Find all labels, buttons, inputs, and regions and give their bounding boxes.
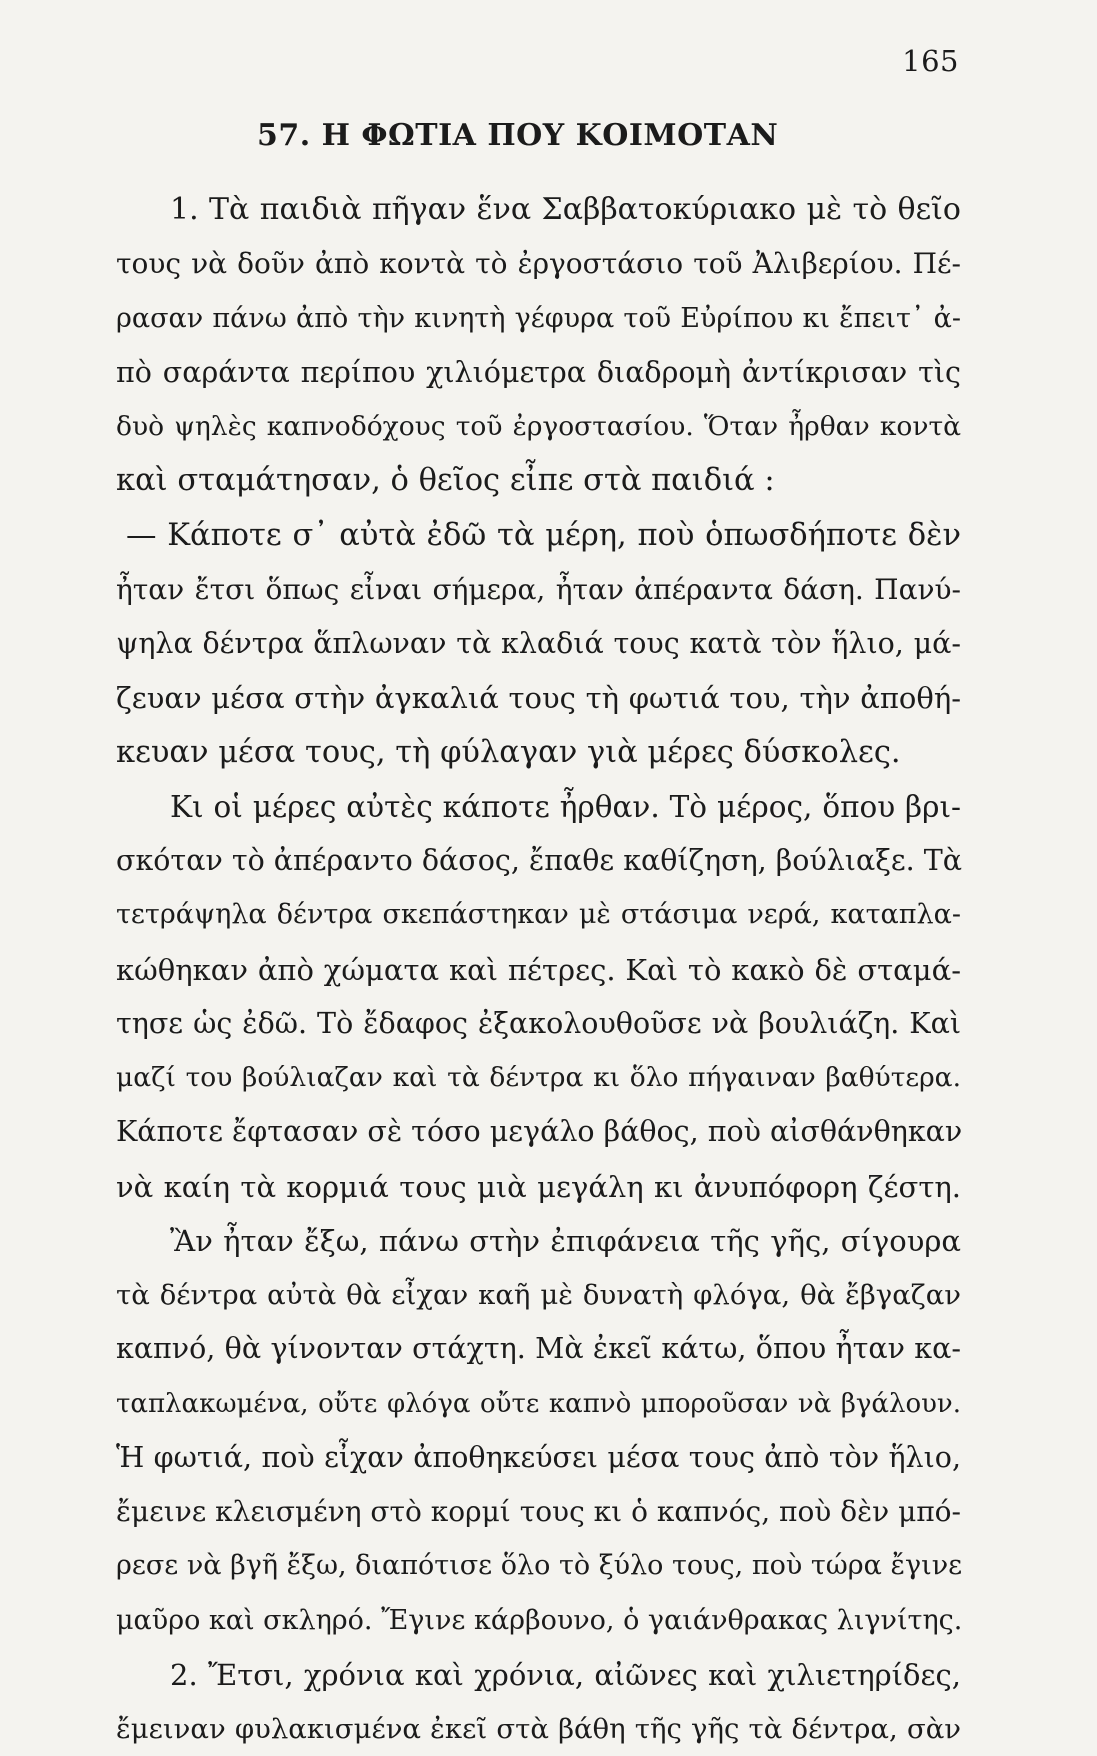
text-line: Κι οἱ μέρες αὐτὲς κάποτε ἦρθαν. Τὸ μέρος, ὅπου βρι- — [170, 789, 961, 824]
text-line: ρασαν πάνω ἀπὸ τὴν κινητὴ γέφυρα τοῦ Εὐρίπου κι ἔπειτ᾿ ἀ- — [116, 302, 961, 334]
page-number: 165 — [902, 44, 959, 78]
text-line: τετράψηλα δέντρα σκεπάστηκαν μὲ στάσιμα νερά, καταπλα- — [116, 899, 961, 931]
chapter-title: 57. Η ΦΩΤΙΑ ΠΟΥ ΚΟΙΜΟΤΑΝ — [257, 118, 779, 153]
text-line: Κάποτε ἔφτασαν σὲ τόσο μεγάλο βάθος, ποὺ αἰσθάνθηκαν — [116, 1115, 963, 1149]
text-line: τησε ὡς ἐδῶ. Τὸ ἔδαφος ἐξακολουθοῦσε νὰ βουλιάζη. Καὶ — [116, 1006, 961, 1040]
text-line: ρεσε νὰ βγῆ ἔξω, διαπότισε ὅλο τὸ ξύλο τους, ποὺ τώρα ἔγινε — [116, 1550, 963, 1582]
text-line: 2. Ἔτσι, χρόνια καὶ χρόνια, αἰῶνες καὶ χιλιετηρίδες, — [170, 1657, 961, 1692]
text-line: τὰ δέντρα αὐτὰ θὰ εἶχαν καῆ μὲ δυνατὴ φλόγα, θὰ ἔβγαζαν — [116, 1279, 961, 1311]
text-line: ἔμεινε κλεισμένη στὸ κορμί τους κι ὁ καπνός, ποὺ δὲν μπό- — [116, 1495, 961, 1528]
text-line: 1. Τὰ παιδιὰ πῆγαν ἕνα Σαββατοκύριακο μὲ τὸ θεῖο — [170, 192, 961, 227]
text-line: ζευαν μέσα στὴν ἀγκαλιά τους τὴ φωτιά του, τὴν ἀποθή- — [116, 681, 961, 716]
text-line: καὶ σταμάτησαν, ὁ θεῖος εἶπε στὰ παιδιά : — [116, 463, 775, 499]
text-line: — Κάποτε σ᾿ αὐτὰ ἐδῶ τὰ μέρη, ποὺ ὁπωσδήποτε δὲν — [126, 517, 961, 553]
text-line: καπνό, θὰ γίνονταν στάχτη. Μὰ ἐκεῖ κάτω, ὅπου ἦταν κα- — [116, 1332, 961, 1366]
body-text — [116, 183, 961, 1756]
text-line: μαῦρο καὶ σκληρό. Ἔγινε κάρβουνο, ὁ γαιάνθρακας λιγνίτης. — [116, 1604, 963, 1636]
text-line: δυὸ ψηλὲς καπνοδόχους τοῦ ἐργοστασίου. Ὅταν ἦρθαν κοντὰ — [116, 411, 961, 442]
text-line: τους νὰ δοῦν ἀπὸ κοντὰ τὸ ἐργοστάσιο τοῦ Ἀλιβερίου. Πέ- — [116, 247, 961, 281]
text-line: ψηλα δέντρα ἅπλωναν τὰ κλαδιά τους κατὰ τὸν ἥλιο, μά- — [116, 627, 961, 660]
text-line: ἦταν ἔτσι ὅπως εἶναι σήμερα, ἦταν ἀπέραντα δάση. Πανύ- — [116, 572, 961, 606]
text-line: Ἂν ἦταν ἔξω, πάνω στὴν ἐπιφάνεια τῆς γῆς, σίγουρα — [170, 1223, 961, 1258]
text-line: ταπλακωμένα, οὔτε φλόγα οὔτε καπνὸ μποροῦσαν νὰ βγάλουν. — [116, 1388, 961, 1419]
text-line: ἔμειναν φυλακισμένα ἐκεῖ στὰ βάθη τῆς γῆς τὰ δέντρα, σὰν — [116, 1713, 961, 1745]
text-line: νὰ καίη τὰ κορμιά τους μιὰ μεγάλη κι ἀνυπόφορη ζέστη. — [116, 1169, 961, 1204]
text-line: μαζί του βούλιαζαν καὶ τὰ δέντρα κι ὅλο πήγαιναν βαθύτερα. — [116, 1062, 961, 1093]
text-line: πὸ σαράντα περίπου χιλιόμετρα διαδρομὴ ἀντίκρισαν τὶς — [116, 355, 961, 389]
text-line: σκόταν τὸ ἀπέραντο δάσος, ἔπαθε καθίζηση, βούλιαξε. Τὰ — [116, 844, 963, 877]
text-line: κώθηκαν ἀπὸ χώματα καὶ πέτρες. Καὶ τὸ κακὸ δὲ σταμά- — [116, 952, 961, 987]
text-line: Ἡ φωτιά, ποὺ εἶχαν ἀποθηκεύσει μέσα τους ἀπὸ τὸν ἥλιο, — [116, 1440, 961, 1474]
text-line: κευαν μέσα τους, τὴ φύλαγαν γιὰ μέρες δύσκολες. — [116, 734, 901, 770]
